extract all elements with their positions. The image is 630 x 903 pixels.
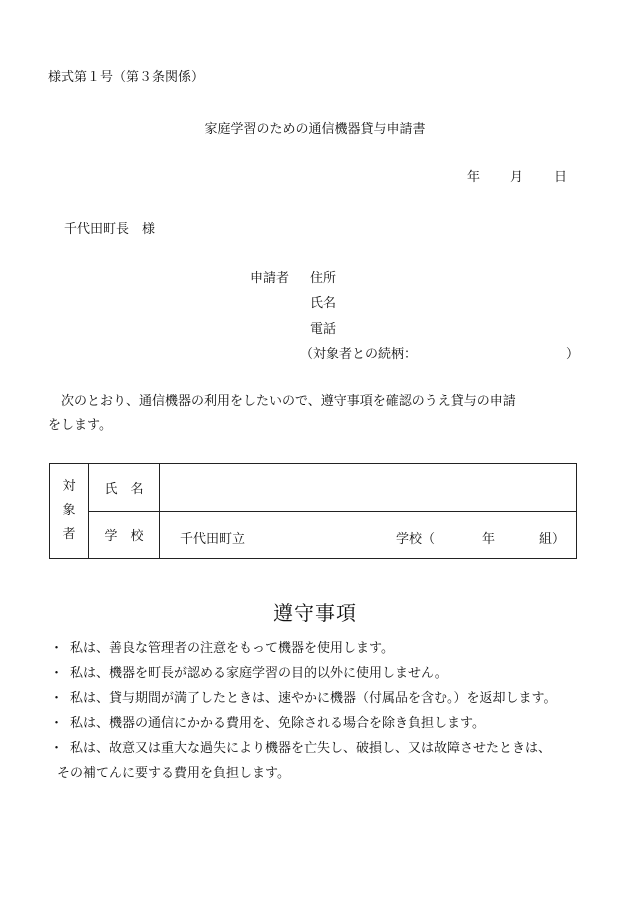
rule-text: 私は、善良な管理者の注意をもって機器を使用します。 [70,641,394,656]
rule-text: 私は、機器の通信にかかる費用を、免除される場合を除き負担します。 [70,716,485,731]
target-name-field[interactable] [160,464,577,512]
intro-line-1: 次のとおり、通信機器の利用をしたいので、遵守事項を確認のうえ貸与の申請 [61,394,516,409]
rule-item-3 [50,686,620,711]
bullet: ・ [50,641,64,656]
bullet: ・ [50,666,64,681]
rule-text: 私は、貸与期間が満了したときは、速やかに機器（付属品を含む。）を返却します。 [70,691,557,706]
rules-title: 遵守事項 [273,601,357,625]
date-month-label: 月 [510,170,524,185]
form-number: 様式第１号（第３条関係） [48,70,205,85]
date-day-label: 日 [554,170,568,185]
rule-item-2 [50,661,620,686]
phone-label: 電話 [310,322,337,337]
school-suffix: 学校（ [396,531,436,547]
rule-text: 私は、機器を町長が認める家庭学習の目的以外に使用しません。 [70,666,448,681]
rule-item-1 [50,636,620,661]
target-school-label: 学 校 [89,511,160,559]
bullet: ・ [50,741,64,756]
relation-label: （対象者との続柄： [300,347,418,362]
rules-list [50,636,620,786]
rule-item-5-continuation: その補てんに要する費用を負担します。 [57,766,290,781]
intro-paragraph [48,390,588,438]
applicant-label: 申請者 [250,271,290,286]
page-title: 家庭学習のための通信機器貸与申請書 [204,122,426,137]
target-char-1: 対 [62,479,76,494]
rule-item-4 [50,711,620,736]
relation-close-paren: ） [566,347,580,362]
grade-label: 年 [482,531,496,547]
rule-text: 私は、故意又は重大な過失により機器を亡失し、破損し、又は故障させたときは、 [70,741,552,756]
bullet: ・ [50,691,64,706]
school-prefix: 千代田町立 [180,531,246,547]
target-name-label: 氏 名 [89,464,160,512]
target-char-3: 者 [62,527,76,542]
target-school-field[interactable] [160,511,577,559]
intro-line-2: をします。 [48,418,112,433]
bullet: ・ [50,716,64,731]
target-person-label [50,464,89,559]
addressee: 千代田町長 様 [64,222,156,237]
address-label: 住所 [310,271,337,286]
date-year-label: 年 [467,170,481,185]
target-person-table [49,463,577,559]
target-char-2: 象 [62,503,76,518]
name-label: 氏名 [310,296,337,311]
class-label: 組） [539,531,566,547]
rule-item-5 [50,736,620,761]
